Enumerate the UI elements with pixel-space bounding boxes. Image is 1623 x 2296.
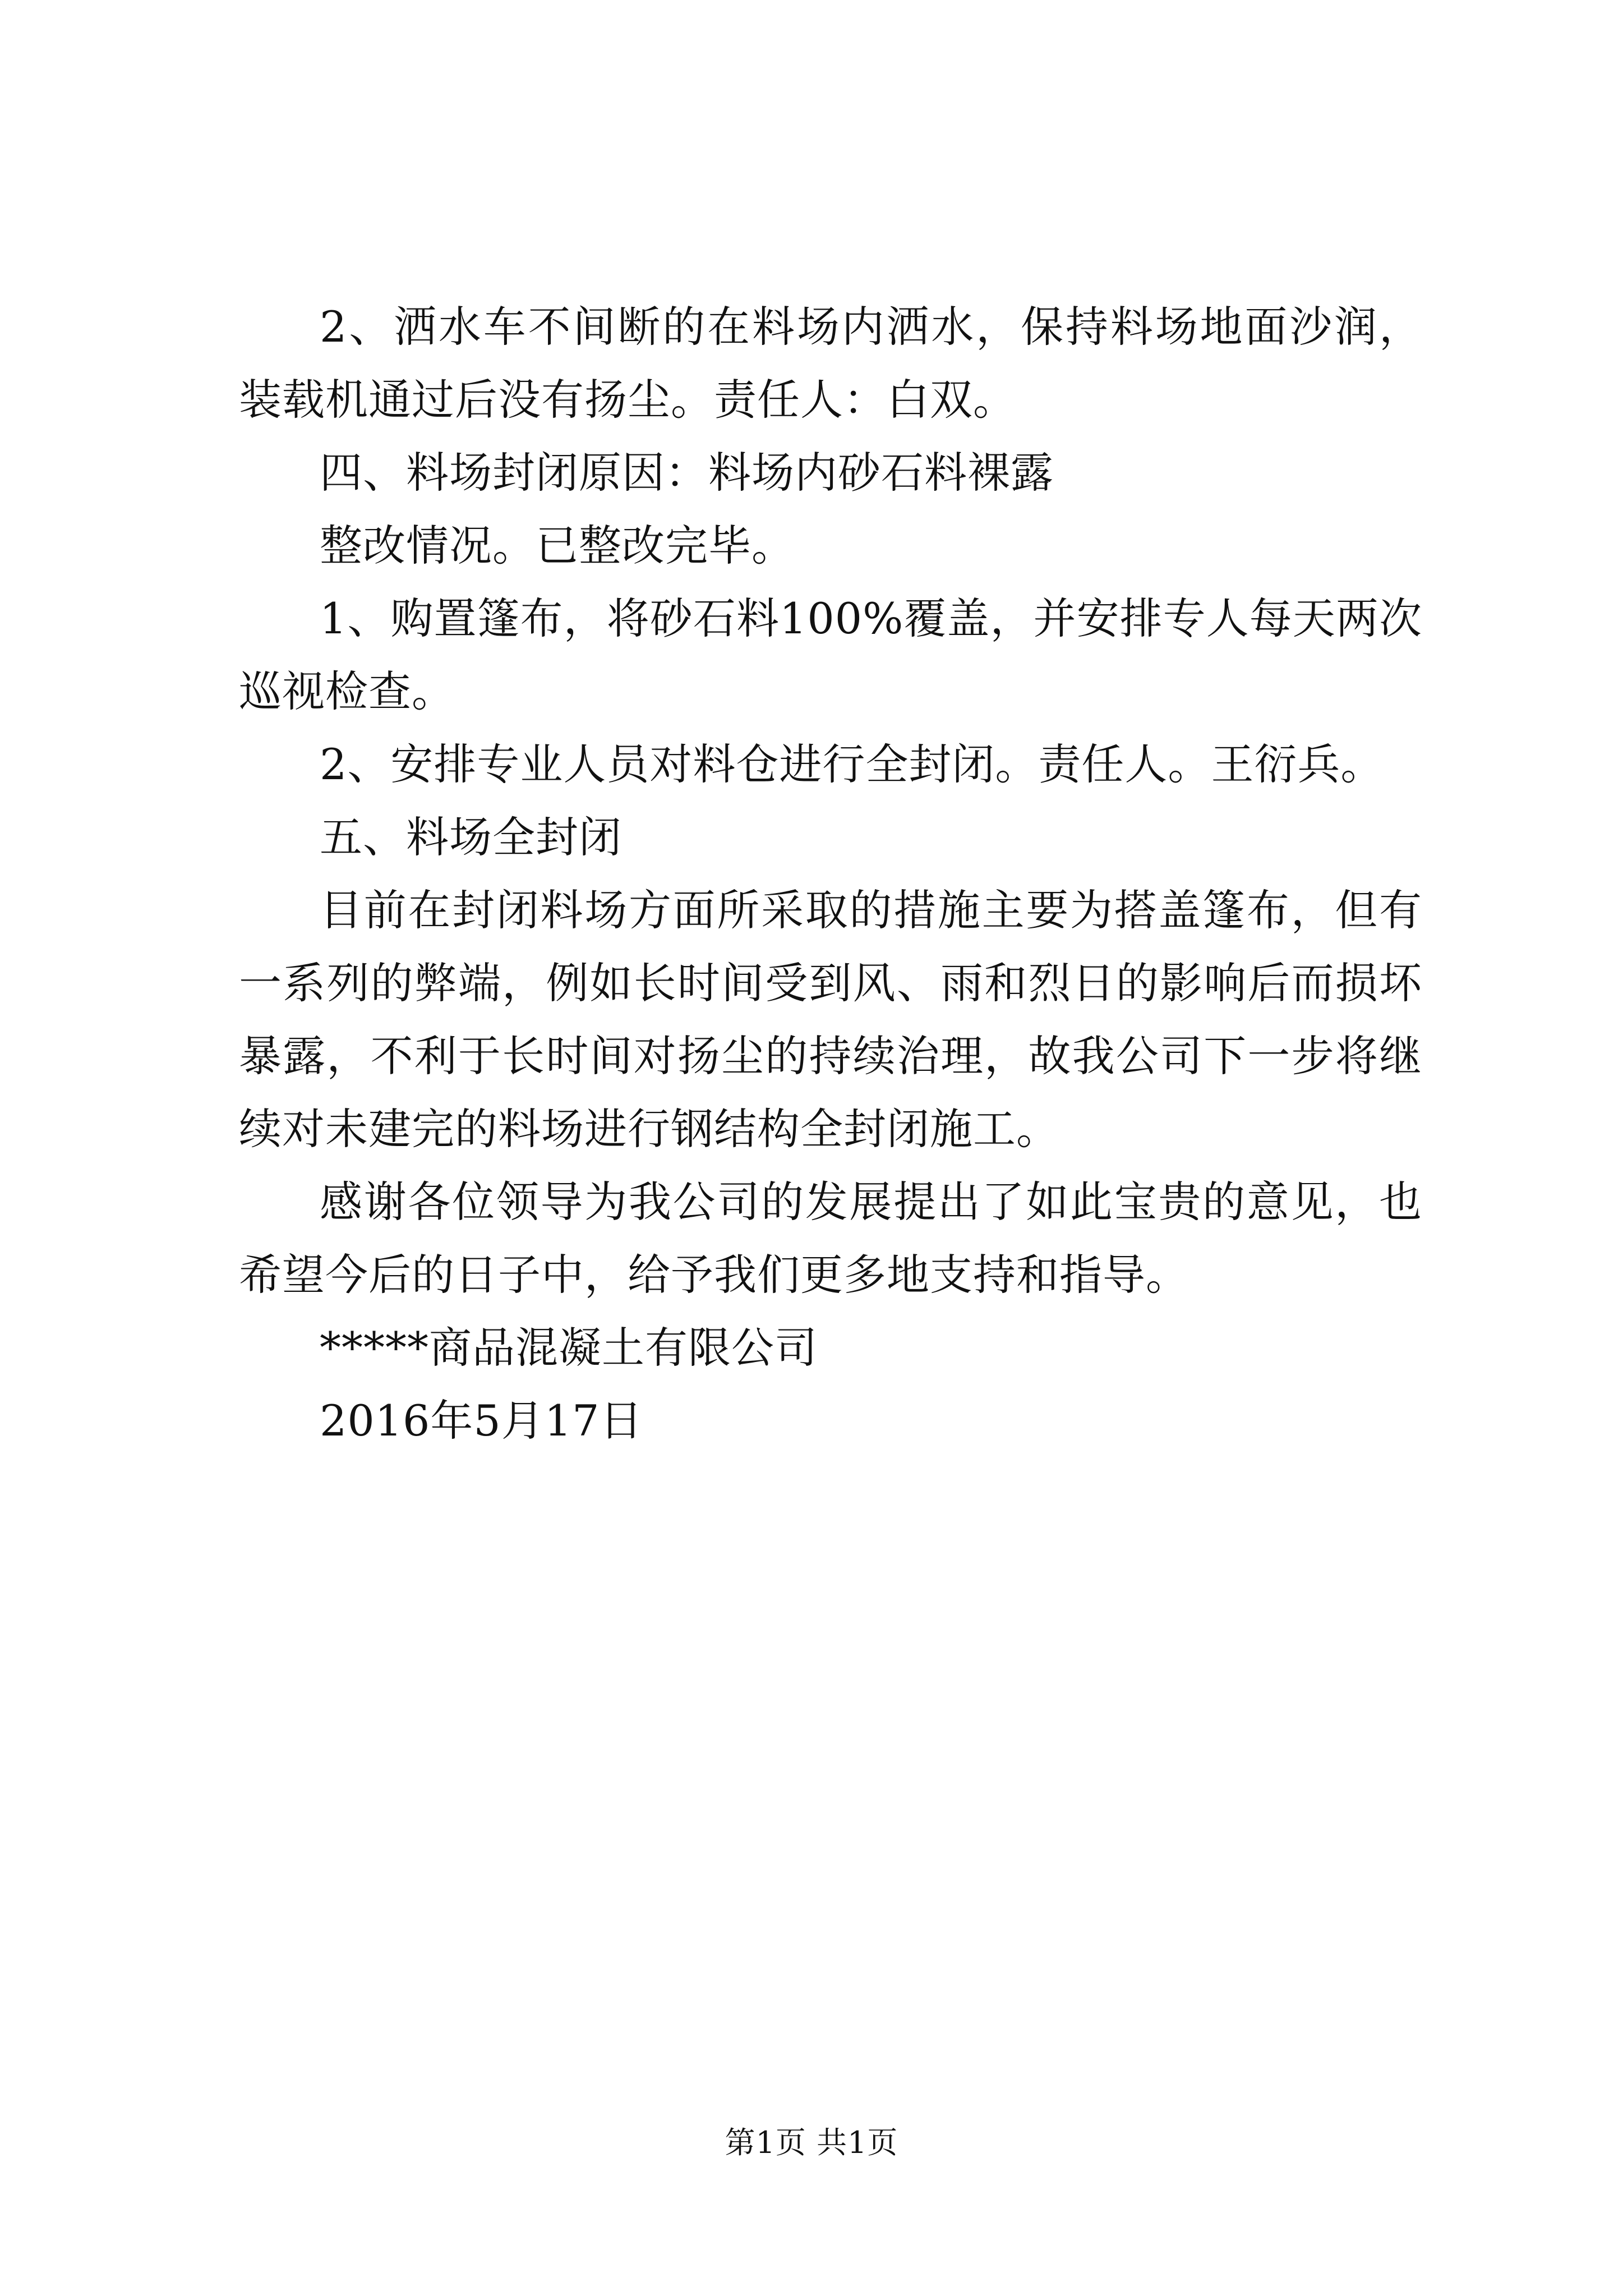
paragraph-enclosure-plan: 目前在封闭料场方面所采取的措施主要为搭盖篷布，但有一系列的弊端，例如长时间受到风、雨和烈日的影响后而损坏暴露，不利于长时间对扬尘的持续治理，故我公司下一步将继续对未建完的料场进行钢结构全封闭施工。 [239, 885, 1422, 1154]
paragraph-silo-enclosure: 2、安排专业人员对料仓进行全封闭。责任人。王衍兵。 [320, 739, 1384, 789]
document-date: 2016年5月17日 [320, 1396, 643, 1446]
paragraph-thanks: 感谢各位领导为我公司的发展提出了如此宝贵的意见，也希望今后的日子中，给予我们更多地支持和指导。 [239, 1177, 1422, 1300]
page-number-footer: 第1页 共1页 [725, 2125, 898, 2160]
paragraph-sprinkler: 2、洒水车不间断的在料场内洒水，保持料场地面沙润，装载机通过后没有扬尘。责任人：白双。 [239, 302, 1422, 425]
paragraph-section-four-title: 四、料场封闭原因：料场内砂石料裸露 [320, 448, 1054, 498]
paragraph-tarp-cover: 1、购置篷布，将砂石料100%覆盖，并安排专人每天两次巡视检查。 [239, 593, 1422, 716]
paragraph-section-five-title: 五、料场全封闭 [320, 812, 622, 862]
document-body [239, 291, 1422, 1457]
company-signature: *****商品混凝土有限公司 [320, 1323, 818, 1373]
paragraph-rectification-status: 整改情况。已整改完毕。 [320, 521, 795, 570]
